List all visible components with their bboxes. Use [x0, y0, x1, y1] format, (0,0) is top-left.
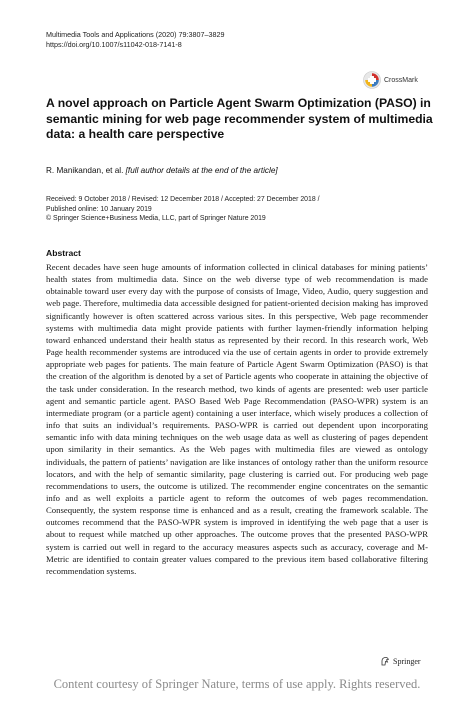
abstract-heading: Abstract — [46, 248, 81, 258]
springer-horse-icon — [380, 656, 390, 666]
published-online: Published online: 10 January 2019 — [46, 205, 152, 213]
article-title: A novel approach on Particle Agent Swarm Optimization (PASO) in semantic mining for web page recommender system of multimedia data: a health care perspective — [46, 96, 433, 142]
journal-header — [46, 30, 224, 50]
abstract-body: Recent decades have seen huge amounts of information collected in clinical databases for mining patients’ health states from multimedia data. Since on the web diverse type of web recommendation is made obtainable toward user every day with the purpose of consists of Image, Video, Audio, query suggestion and web page. Therefore, multimedia data accessible designed for patient-oriented decision making has improved significantly however is often scattered across various sites. In this perspective, Web page recommender systems with multimedia data might provide patients with further laymen-friendly information helping toward enhanced understand their health status as represented by their record. In this research work, Web Page health recommender systems are introduced via the use of certain agents in order to provide extremely appropriate web pages for patients. The main feature of Particle Agent Swarm Optimization (PASO) is that the creation of the algorithm is denoted by a set of Particle agents who cooperate in attaining the objective of the task under consideration. In the research method, two kinds of agents are presented: web user particle agent and semantic particle agent. PASO Based Web Page Recommendation (PASO-WPR) system is an intermediate program (or a particle agent) containing a user interface, which wisely produces a collection of info that suits an individual’s requirements. PASO-WPR is carried out dependent upon incorporating semantic info with data mining techniques on the web usage data as well as clustering of pages dependent upon similarity in their semantics. As the Web pages with multimedia files are viewed as ontology individuals, the pattern of patients’ navigation are like instances of ontology rather than the uniform resource locators, and with the help of semantic similarity, page clustering is carried out. For producing web page recommendations to users, the outcome is utilized. The recommender engine concentrates on the semantic info and as well exploits a particle agent to reform the outcomes of web pages recommendation. Consequently, the system response time is enhanced and as a result, creating the framework scalable. The outcomes recommend that the PASO-WPR system is improved in identifying the web page that a user is about to request while matched up other approaches. The outcome proves that the presented PASO-WPR system is carried out well in regard to the accuracy measures aspects such as accuracy, coverage and M-Metric are identified to contain greater values compared to the previous item based collaborative filtering recommendation systems. — [46, 262, 428, 576]
doi-link[interactable]: https://doi.org/10.1007/s11042-018-7141-8 — [46, 40, 182, 49]
journal-citation: Multimedia Tools and Applications (2020) 79:3807–3829 — [46, 30, 225, 39]
crossmark-icon — [363, 71, 381, 89]
copyright-notice: © Springer Science+Business Media, LLC, part of Springer Nature 2019 — [46, 215, 266, 223]
author-names[interactable]: R. Manikandan, et al. — [46, 166, 124, 175]
crossmark-badge[interactable] — [363, 70, 435, 90]
courtesy-footer: Content courtesy of Springer Nature, terms of use apply. Rights reserved. — [0, 675, 474, 719]
crossmark-label: CrossMark — [384, 76, 418, 84]
author-details-note: [full author details at the end of the article] — [125, 166, 278, 175]
springer-label: Springer — [393, 656, 421, 666]
publication-dates — [46, 195, 436, 224]
springer-logo — [380, 656, 421, 666]
author-line — [46, 166, 278, 175]
received-revised-accepted: Received: 9 October 2018 / Revised: 12 December 2018 / Accepted: 27 December 2018 / — [46, 196, 320, 203]
